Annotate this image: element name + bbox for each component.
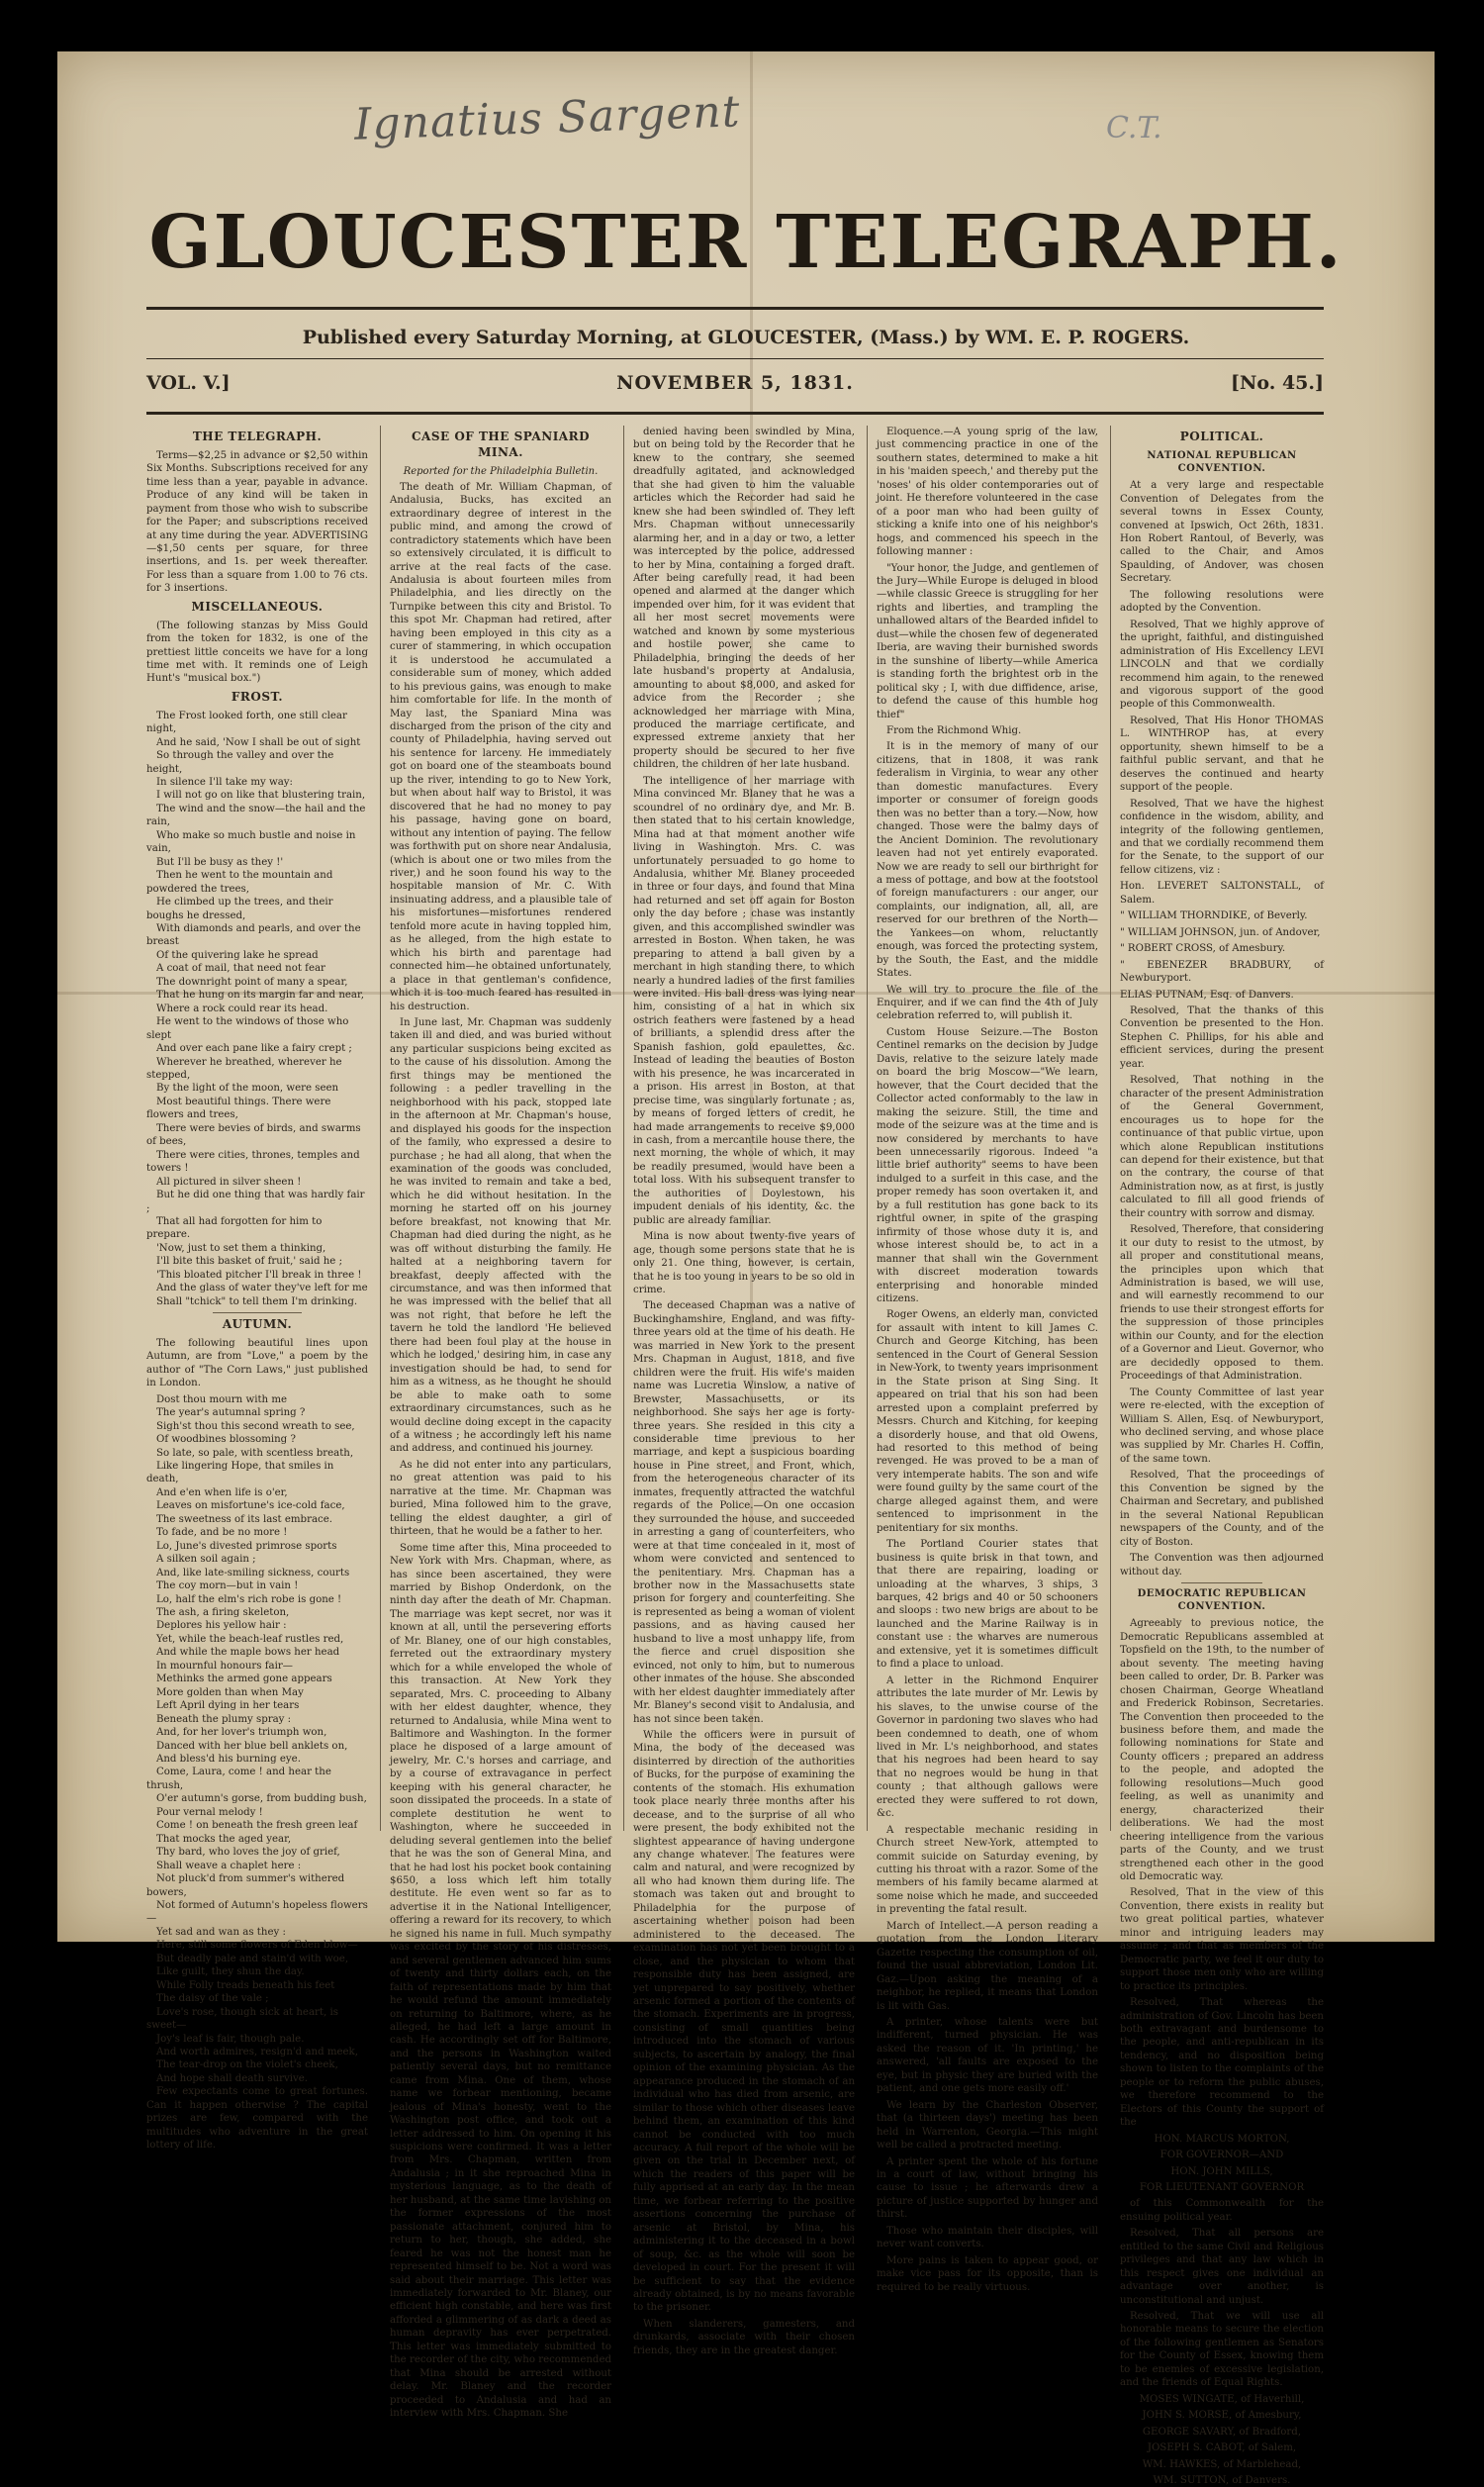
resolution-paragraph: The County Committee of last year were re-elected, with the exception of William S. Allen, Esq. of Newburyport, who declined serving, and whose place was supplied by Mr. Charles H. Coffin, of the same town.: [1120, 1387, 1324, 1465]
democratic-senate-nominees: [1120, 2393, 1324, 2487]
divider-rule: [213, 1312, 302, 1313]
column-1: [146, 426, 368, 2152]
resolution-paragraph: Resolved, That in the view of this Convention, there exists in reality but two great political parties, whatever minor and intriguing leaders may assume ; and that as members of the Democratic party, we feel it our duty to support those men only who are willing to practice its principles.: [1120, 1887, 1324, 1992]
poem-line: And, for her lover's triumph won,: [156, 1727, 327, 1739]
terms-text: Terms—$2,25 in advance or $2,50 within Six Months. Subscriptions received for any time less than a year, payable in advance. Produce of any kind will be taken in payment from those who wish to subscribe for the Paper; and subscriptions received at any time during the year. ADVERTISING—$1,50 cents per square, for three insertions, and 1s. per week thereafter. For less than a square from 1.00 to 76 cts. for 3 insertions.: [146, 449, 368, 595]
article-paragraph: When slanderers, gamesters, and drunkards, associate with their chosen friends, they are in the greatest danger.: [633, 2318, 855, 2356]
resolution-paragraph: of this Commonwealth for the ensuing political year.: [1120, 2198, 1324, 2223]
columns: [146, 426, 1324, 2487]
poem-line: 'This bloated pitcher I'll break in three !: [156, 1269, 362, 1281]
resolution-paragraph: Resolved, Therefore, that considering it our duty to resist to the utmost, by all proper and constitutional means, the principles upon which that Administration is based, we will use, and will earnestly recommend to our friends to use their strongest efforts for the suppression of those principles within our County, and for the election of a Governor and Lieut. Governor, who are decidedly opposed to them. Proceedings of that Administration.: [1120, 1224, 1324, 1383]
mina-heading: CASE OF THE SPANIARD MINA.: [412, 430, 590, 459]
poem-line: And he said, 'Now I shall be out of sight: [156, 736, 361, 748]
nominee-name: GEORGE SAVARY, of Bradford,: [1142, 2426, 1302, 2438]
poem-line: A coat of mail, that need not fear: [156, 963, 325, 975]
poem-line: So through the valley and over the height,: [146, 750, 334, 775]
resolution-paragraph: Resolved, That whereas the administration of Gov. Lincoln has been both extravagant and burdensome to the people, and anti-republican in its tendency, and no disposition being shown to listen to the complaints of the people or to reform the public abuses, we therefore recommend to the Electors of this County the support of the: [1120, 1997, 1324, 2129]
poem-line: Beneath the plumy spray :: [156, 1713, 292, 1725]
poem-line: To fade, and be no more !: [156, 1527, 288, 1539]
volume-label: VOL. V.]: [146, 372, 231, 394]
poem-line: Thy bard, who loves the joy of grief,: [156, 1847, 340, 1859]
poem-line: Pour vernal melody !: [156, 1806, 263, 1818]
nominee-name: " ROBERT CROSS, of Amesbury.: [1120, 943, 1286, 955]
poem-line: Yet sad and wan as they :: [156, 1926, 286, 1938]
resolution-paragraph: Resolved, That the proceedings of this Convention be signed by the Chairman and Secretary, and published in the several National Republican newspapers of the County, and of the city of Boston.: [1120, 1470, 1324, 1548]
resolution-paragraph: Resolved, That nothing in the character of the present Administration of the General Government, encourages us to hope for the continuance of that public virtue, upon which alone Republican institutions can depend for their existence, but that on the contrary, the course of that Administration now, as at first, is justly calculated to fill all good friends of their country with sorrow and dismay.: [1120, 1075, 1324, 1219]
poem-line: Here, still some flowers of Eden blow—: [156, 1940, 358, 1952]
issue-number: [No. 45.]: [1231, 372, 1324, 394]
miscellaneous-heading: MISCELLANEOUS.: [191, 599, 324, 614]
article-paragraph: denied having been swindled by Mina, but on being told by the Recorder that he knew to the contrary, she seemed dreadfully agitated, and acknowledged that she had given to him the valuable articles which the Recorder had said he knew she had been swindled of. They left Mrs. Chapman without unnecessarily alarming her, and in a day or two, a letter was intercepted by the police, addressed to her by Mina, containing a forged draft. After being carefully read, it had been opened and alarmed at the danger which impended over him, for it was evident that all her most secret movements were watched and known by some mysterious and hostile power, she came to Philadelphia, bringing the deeds of her late husband's property at Andalusia, amounting to about $8,000, and asked for advice from the Recorder ; she acknowledged her marriage with Mina, produced the marriage certificate, and expressed extreme anxiety that her property should be secured to her five children, the children of her late husband.: [633, 427, 855, 771]
poem-line: In silence I'll take my way:: [156, 777, 293, 788]
masthead-rule-top: [146, 307, 1324, 310]
poem-line: I will not go on like that blustering train,: [156, 790, 366, 802]
poem-line: Like guilt, they shun the day.: [156, 1966, 305, 1978]
poem-line: Sigh'st thou this second wreath to see,: [156, 1420, 355, 1432]
news-paragraph: A respectable mechanic residing in Church street New-York, attempted to commit suicide on Saturday evening, by cutting his throat with a razor. Some of the members of his family became alarmed at some noise which he made, and succeeded in preventing the fatal result.: [877, 1824, 1098, 1916]
poem-line: The Frost looked forth, one still clear night,: [146, 710, 347, 735]
masthead-rule-mid: [146, 358, 1324, 359]
poem-line: And the glass of water they've left for me: [156, 1283, 368, 1294]
column-2: [390, 426, 611, 2420]
nominee-name: HON. MARCUS MORTON,: [1154, 2133, 1290, 2145]
poem-line: More golden than when May: [156, 1686, 304, 1698]
nominee-name: JOSEPH S. CABOT, of Salem,: [1147, 2442, 1297, 2454]
news-paragraph: A printer, whose talents were but indifferent, turned physician. He was asked the reason of it. 'In printing,' he answered, 'all faults are exposed to the eye, but in physic they are buried with the patient, and one gets more easily off.': [877, 2017, 1098, 2095]
poem-line: The ash, a firing skeleton,: [156, 1607, 290, 1619]
resolution-paragraph: Agreeably to previous notice, the Democratic Republicans assembled at Topsfield on the 19th, to the number of about seventy. The meeting having been called to order, Dr. B. Parker was chosen Chairman, George Wheatland and Frederick Robinson, Secretaries. The Convention then proceeded to the business before them, and made the following nominations for State and County officers ; prepared an address to the people, and adopted the following resolutions—Much good feeling, as well as unanimity and energy, characterized their deliberations. We had the most cheering intelligence from the various parts of the County, and we trust strengthened each other in the good old Democratic way.: [1120, 1618, 1324, 1882]
poem-line: Deplores his yellow hair :: [156, 1620, 287, 1632]
poem-line: Come ! on beneath the fresh green leaf: [156, 1820, 358, 1832]
nominee-name: WM. SUTTON, of Danvers.: [1153, 2475, 1291, 2487]
poem-line: And bless'd his burning eye.: [156, 1754, 301, 1765]
article-paragraph: The intelligence of her marriage with Mina convinced Mr. Blaney that he was a scoundrel of no ordinary dye, and Mr. B. then stated that to his certain knowledge, Mina had at that moment another wife living in Washington. Mrs. C. was unfortunately persuaded to go home to Andalusia, whither Mr. Blaney proceeded in three or four days, and found that Mina had returned and set off again for Boston only the day before ; chase was instantly given, and this accomplished swindler was arrested in Boston. When taken, he was preparing to attend a ball given by a merchant in high standing there, to which nearly a hundred ladies of the first families were invited. His ball dress was lying near him, consisting of a hat in which six ostrich feathers were fastened by a head of brilliants, a splendid dress after the Spanish fashion, gold epaulettes, &c. Instead of leading the beauties of Boston with his presence, he was incarcerated in a prison. His arrest in Boston, at that precise time, was singularly fortunate ; as, by means of forged letters of credit, he had made arrangements to receive $9,000 in cash, from a mercantile house there, the next morning, the whole of which, it may be readily presumed, would have been a total loss. With his subsequent transfer to the authorities of Doylestown, his impudent denials of his identity, &c. the public are already familiar.: [633, 775, 855, 1226]
news-paragraph: It is in the memory of many of our citizens, that in 1808, it was rank federalism in Virginia, to wear any other than domestic manufactures. Every importer or consumer of foreign goods then was no better than a tory.—Now, how changed. Those were the balmy days of the Ancient Dominion. The revolutionary leaven had not yet entirely evaporated. Now we are ready to sell our birthright for a mess of pottage, and bow at the footstool of foreign manufacturers : our anger, our complaints, our indignation, all, all, are reserved for our brethren of the North—the Yankees—on whom, reluctantly enough, was forced the protecting system, by the South, the East, and the middle States.: [877, 741, 1098, 980]
dateline-rule: [146, 412, 1324, 415]
resolution-paragraph: At a very large and respectable Convention of Delegates from the several towns in Essex County, convened at Ipswich, Oct 26th, 1831. Hon Robert Rantoul, of Beverly, was called to the Chair, and Amos Spaulding, of Andover, was chosen Secretary.: [1120, 480, 1324, 585]
poem-line: Lo, June's divested primrose sports: [156, 1540, 337, 1552]
telegraph-heading: THE TELEGRAPH.: [192, 430, 323, 443]
resolution-paragraph: Resolved, That we highly approve of the upright, faithful, and distinguished administration of His Excellency LEVI LINCOLN and that we cordially recommend him again, to the renewed and vigorous support of the good people of this Commonwealth.: [1120, 619, 1324, 711]
dateline: [146, 372, 1324, 412]
column-3: [633, 426, 855, 2356]
nominee-name: JOHN S. MORSE, of Amesbury,: [1142, 2410, 1302, 2422]
political-heading: POLITICAL.: [1179, 430, 1264, 443]
resolution-paragraph: Resolved, That all persons are entitled to the same Civil and Religious privileges and that any law which in this respect gives one individual an advantage over another, is unconstitutional and unjust.: [1120, 2228, 1324, 2306]
column-divider: [867, 426, 868, 1831]
article-paragraph: The deceased Chapman was a native of Buckinghamshire, England, and was fifty-three years old at the time of his death. He was married in New York to the present Mrs. Chapman in August, 1818, and five children were the fruit. His wife's maiden name was Lucretia Winslow, a native of Brewster, Massachusetts, or its neighborhood. She says her age is forty-three years. She resided in this city a considerable time previous to her marriage, and kept a suspicious boarding house in Pine street, and Front, which, from the heterogeneous character of its inmates, frequently attracted the watchful regards of the Police.—On one occasion they surrounded the house, and succeeded in arresting a gang of counterfeiters, who were at that time concealed in it, most of whom were convicted and sentenced to the penitentiary. Mrs. Chapman has a brother now in the Massachusetts state prison for forgery and counterfeiting. She is represented as being a woman of violent passions, and as having caused her husband to live a most unhappy life, from the fierce and cruel disposition she evinced, not only to him, but to numerous other inmates of the house. She absconded with her eldest daughter immediately after Mr. Blaney's second visit to Andalusia, and has not since been taken.: [633, 1300, 855, 1725]
nominee-name: ELIAS PUTNAM, Esq. of Danvers.: [1120, 989, 1294, 1001]
poem-line: That he hung on its margin far and near,: [156, 990, 364, 1002]
poem-line: So late, so pale, with scentless breath,: [156, 1447, 354, 1459]
resolution-paragraph: The following resolutions were adopted by the Convention.: [1120, 589, 1324, 615]
poem-line: Not formed of Autumn's hopeless flowers—: [146, 1899, 368, 1925]
poem-line: And hope shall death survive.: [156, 2072, 308, 2084]
news-paragraph: March of Intellect.—A person reading a quotation from the London Literary Gazette respecting the consumption of oil, found the usual abbreviation, London Lit. Gaz.—Upon asking the meaning of a neighbor, he replied, it means that London is lit with Gas.: [877, 1920, 1098, 2012]
poem-line: Shall weave a chaplet here :: [156, 1860, 302, 1871]
poem-line: The coy morn—but in vain !: [156, 1580, 299, 1592]
news-paragraph: Eloquence.—A young sprig of the law, just commencing practice in one of the southern states, determined to make a hit in his 'maiden speech,' and thereby put the 'noses' of his older contemporaries out of joint. He therefore volunteered in the case of a poor man who had been guilty of sticking a knife into one of his neighbor's hogs, and commenced his speech in the following manner :: [877, 427, 1098, 558]
nominee-name: Hon. LEVERET SALTONSTALL, of Salem.: [1120, 881, 1324, 906]
poem-line: He climbed up the trees, and their boughs he dressed,: [146, 897, 333, 921]
resolution-paragraph: Resolved, That His Honor THOMAS L. WINTHROP has, at every opportunity, shewn himself to be a faithful public servant, and that he deserves the continued and hearty support of the people.: [1120, 715, 1324, 794]
publication-line: Published every Saturday Morning, at GLOUCESTER, (Mass.) by WM. E. P. ROGERS.: [302, 327, 1190, 348]
poem-line: The year's autumnal spring ?: [156, 1407, 306, 1419]
poem-line: Methinks the armed gone appears: [156, 1674, 332, 1685]
poem-intro: (The following stanzas by Miss Gould from the token for 1832, is one of the prettiest little conceits we have for a long time met with. It reminds one of Leigh Hunt's "musical box."): [146, 620, 368, 685]
poem-line: Most beautiful things. There were flowers and trees,: [146, 1096, 331, 1121]
poem-line: A silken soil again ;: [156, 1554, 256, 1566]
poem-line: There were bevies of birds, and swarms of bees,: [146, 1122, 361, 1148]
autumn-poem: [146, 1393, 368, 2086]
democratic-resolutions: [1120, 1617, 1324, 2129]
news-paragraph: We will try to procure the file of the Enquirer, and if we can find the 4th of July celebration referred to, will publish it.: [877, 984, 1098, 1022]
poem-line: O'er autumn's gorse, from budding bush,: [156, 1793, 367, 1805]
mina-article: [390, 481, 611, 2421]
news-paragraph: More pains is taken to appear good, or make vice pass for its opposite, than is required to be really virtuous.: [877, 2254, 1098, 2293]
poem-line: Danced with her blue bell anklets on,: [156, 1740, 348, 1752]
poem-line: Where a rock could rear its head.: [156, 1003, 328, 1014]
poem-line: But deadly pale and stain'd with woe,: [156, 1953, 349, 1964]
autumn-title: AUTUMN.: [222, 1317, 293, 1332]
poem-line: Then he went to the mountain and powdered the trees,: [146, 870, 333, 895]
closing-paragraph: Few expectants come to great fortunes. Can it happen otherwise ? The capital prizes are few, compared with the multitudes who adventure in the great lottery of life.: [146, 2086, 368, 2152]
resolution-paragraph: The Convention was then adjourned without day.: [1120, 1553, 1324, 1578]
nominee-name: FOR GOVERNOR—AND: [1159, 2150, 1284, 2161]
poem-line: Dost thou mourn with me: [156, 1393, 288, 1405]
poem-line: Of woodbines blossoming ?: [156, 1434, 296, 1446]
poem-line: That mocks the aged year,: [156, 1833, 292, 1845]
nominee-name: FOR LIEUTENANT GOVERNOR: [1139, 2181, 1305, 2193]
poem-line: Left April dying in her tears: [156, 1700, 300, 1712]
poem-line: And worth admires, resign'd and meek,: [156, 2046, 358, 2057]
handwritten-signature: Ignatius Sargent: [353, 86, 742, 150]
poem-line: And over each pane like a fairy crept ;: [156, 1043, 352, 1055]
poem-line: Shall "tchick" to tell them I'm drinking.: [156, 1295, 358, 1307]
nominee-name: MOSES WINGATE, of Haverhill,: [1139, 2393, 1305, 2405]
poem-line: That all had forgotten for him to prepare.: [146, 1215, 323, 1241]
column-4: [877, 426, 1098, 2293]
poem-line: 'Now, just to set them a thinking,: [156, 1242, 326, 1254]
issue-date: NOVEMBER 5, 1831.: [616, 372, 854, 394]
article-paragraph: In June last, Mr. Chapman was suddenly taken ill and died, and was buried without any particular suspicions being excited as to the cause of his dissolution. Among the first things may be mentioned the following : a pedler travelling in the neighborhood with his pack, stopped late in the afternoon at Mr. Chapman's house, and displayed his goods for the inspection of the family, who expressed a desire to purchase ; he had all along, that when the examination of the goods was concluded, he was invited to remain and take a bed, which he did without hesitation. In the morning he started off on his journey before breakfast, not knowing that Mr. Chapman had died during the night, as he was off without disturbing the family. He halted at a neighboring tavern for breakfast, deeply affected with the circumstance, and was then informed that he was impressed with the belief that all was not right, that before he left the tavern he told the landlord 'He believed there had been foul play at the house in which he lodged,' desiring him, in case any investigation should be had, to send for him as a witness, as he thought he should be able to make oath to some extraordinary circumstances, such as he would decline doing except in the capacity of a witness ; he accordingly left his name and address, and continued his journey.: [390, 1016, 611, 1455]
poem-line: With diamonds and pearls, and over the breast: [146, 922, 361, 948]
poem-line: All pictured in silver sheen !: [156, 1176, 302, 1188]
senate-nominees: [1120, 880, 1324, 1002]
poem-line: While Folly treads beneath his feet: [156, 1979, 335, 1991]
divider-rule: [1181, 1582, 1262, 1583]
column-5: [1120, 426, 1324, 2487]
nominee-name: WM. HAWKES, of Marblehead,: [1142, 2458, 1302, 2470]
column-divider: [1110, 426, 1111, 1831]
poem-line: Of the quivering lake he spread: [156, 949, 319, 961]
article-paragraph: Some time after this, Mina proceeded to New York with Mrs. Chapman, where, as has since been ascertained, they were married by Bishop Onderdonk, on the ninth day after the death of Mr. Chapman. The marriage was kept secret, nor was it known at all, until the persevering efforts of Mr. Blaney, one of our high constables, ferreted out the extraordinary mystery which for a while enveloped the whole of this transaction. At New York they separated, Mrs. C. proceeding to Albany with her eldest daughter, whence, they returned to Andalusia, while Mina went to Baltimore and Washington. In the former place he disposed of a large amount of jewelry, Mr. C.'s horses and carriage, and by a course of extravagance in perfect keeping with his general character, he soon dissipated the proceeds. In a state of complete destitution he went to Washington, where he succeeded in deluding several gentlemen into the belief that he was the son of General Mina, and that he had lost his pocket book containing $650, a loss which left him totally destitute. He even went so far as to advertise it in the National Intelligencer, offering a reward for its recovery, to which he signed his name in full. Much sympathy was excited by the story of his distresses, and several gentlemen advanced him sums of twenty and thirty dollars each, on the faith of representations made by him that he would refund the amount immediately on returning to Baltimore, where, as he alleged, he had left a large amount in cash. He accordingly set off for Baltimore, and the persons in Washington waited patiently several days, but no remittance came from Mina. One of them, whose name we forbear mentioning, became jealous of Mina's honesty, went to the Washington post office, and took out a letter addressed to him. On opening it his suspicions were confirmed. It was a letter from Mrs. Chapman, written from Andalusia ; in it she reproached Mina in mysterious language, as to the death of her husband, at the same time lavishing on the former expressions of the most passionate attachment, conjured him to return to her, though, she added, she feared he was not the honest man he represented himself to be. Not a word was said about their marriage. This letter was immediately forwarded to Mr. Blaney, our efficient high constable, and here was first afforded a glimmering of as dark a deed as human depravity has ever perpetrated. This letter was immediately submitted to the recorder of the city, who recommended that Mina should be arrested without delay. Mr. Blaney and the recorder proceeded to Andalusia and had an interview with Mrs. Chapman. She: [390, 1542, 611, 2420]
news-paragraph: "Your honor, the Judge, and gentlemen of the Jury—While Europe is deluged in blood—while classic Greece is struggling for her rights and liberties, and trampling the unhallowed altars of the Bearded infidel to dust—while the chosen few of degenerated Iberia, are waving their burnished swords in the sunshine of liberty—while America is standing forth the brightest orb in the political sky ; I, with due diffidence, arise, to defend the cause of this humble hog thief": [877, 562, 1098, 720]
column-divider: [380, 426, 381, 1831]
nominee-name: HON. JOHN MILLS,: [1170, 2165, 1273, 2177]
poem-line: Leaves on misfortune's ice-cold face,: [156, 1500, 345, 1512]
poem-line: Come, Laura, come ! and hear the thrush,: [146, 1767, 331, 1791]
poem-line: The daisy of the vale ;: [156, 1993, 269, 2005]
poem-line: And e'en when life is o'er,: [156, 1486, 288, 1498]
poem-line: Not pluck'd from summer's withered bowers,: [146, 1873, 345, 1898]
nominee-name: " WILLIAM JOHNSON, jun. of Andover,: [1120, 926, 1321, 938]
mina-article-continued: [633, 426, 855, 2357]
nominee-name: " WILLIAM THORNDIKE, of Beverly.: [1120, 910, 1308, 922]
news-paragraph: From the Richmond Whig.: [886, 724, 1022, 736]
masthead: GLOUCESTER TELEGRAPH.: [148, 200, 1344, 285]
poem-line: Who make so much bustle and noise in vain,: [146, 829, 356, 855]
article-paragraph: As he did not enter into any particulars, no great attention was paid to his narrative at the time. Mr. Chapman was buried, Mina followed him to the grave, telling the eldest daughter, a girl of thirteen, that he would be a father to her.: [390, 1459, 611, 1538]
corner-pencil-mark: C.T.: [1106, 111, 1162, 145]
poem-line: He went to the windows of those who slept: [146, 1016, 349, 1041]
poem-line: By the light of the moon, were seen: [156, 1083, 339, 1095]
frost-title: FROST.: [231, 689, 284, 704]
convention-resolutions: [1120, 479, 1324, 877]
poem-line: And while the maple bows her head: [156, 1647, 340, 1659]
poem-line: The downright point of many a spear,: [156, 976, 348, 988]
news-paragraph: Those who maintain their disciples, will never want converts.: [877, 2225, 1098, 2250]
poem-line: Like lingering Hope, that smiles in death,: [146, 1461, 334, 1485]
article-paragraph: While the officers were in pursuit of Mina, the body of the deceased was disinterred by direction of the authorities of Bucks, for the purpose of examining the contents of the stomach. His exhumation took place nearly three months after his decease, and to the surprise of all who were present, the body exhibited not the slightest appearance of having undergone any change whatever. The features were calm and natural, and were recognized by all who had known them during life. The stomach was taken out and brought to Philadelphia for the purpose of ascertaining whether poison had been administered to the deceased. The examination has not yet been brought to a close, and the physician to whom that responsible duty has been assigned, are yet unprepared to say positively, whether arsenic formed a portion of the contents of the stomach. Experiments are in progress, consisting of small quantities being introduced into the stomach of various subjects, to ascertain by analogy, the final opinion of the examining physician. As the appearance produced in the stomach of an individual who has died from arsenic, are similar to those which other diseases leave behind them, an examination of this kind cannot be conducted with too much accuracy. A full report of the whole will be given on the trial in December next, of which the readers of this paper will be fully apprised at an early day. In the mean time, we forbear referring to the positive assertions concerning the purchase of arsenic at Bristol, by Mina, his administering it to the deceased in a bowl of soup, &c. as the whole will soon be developed in court. For the present it will be sufficient to say that the evidence already obtained, is by no means favorable to the prisoner.: [633, 1729, 855, 2314]
autumn-intro: The following beautiful lines upon Autumn, are from "Love," a poem by the author of "The Corn Laws," just published in London.: [146, 1337, 368, 1389]
national-convention-heading: NATIONAL REPUBLICAN CONVENTION.: [1147, 449, 1297, 475]
news-paragraph: Roger Owens, an elderly man, convicted for assault with intent to kill James C. Church and George Kitching, has been sentenced in the Court of General Session in New-York, to twenty years imprisonment in the State prison at Sing Sing. It appeared on trial that his son had been arrested upon a complaint preferred by Messrs. Church and Kitching, for keeping a disorderly house, and that old Owens, had resorted to this method of being revenged. He was proved to be a man of very intemperate habits. The son and wife were found guilty by the same court of the charge alleged against them, and were sentenced to imprisonment in the penitentiary for six months.: [877, 1309, 1098, 1534]
poem-line: Wherever he breathed, wherever he stepped,: [146, 1056, 342, 1081]
article-paragraph: Mina is now about twenty-five years of age, though some persons state that he is only 21. One thing, however, is certain, that he is too young in years to be so old in crime.: [633, 1231, 855, 1295]
democratic-convention-heading: DEMOCRATIC REPUBLICAN CONVENTION.: [1137, 1588, 1307, 1613]
poem-line: The tear-drop on the violet's cheek,: [156, 2059, 338, 2071]
news-items: [877, 426, 1098, 2294]
convention-resolutions-continued: [1120, 1004, 1324, 1578]
resolution-paragraph: Resolved, That the thanks of this Convention be presented to the Hon. Stephen C. Phillips, for his able and efficient services, during the present year.: [1120, 1004, 1324, 1070]
resolution-paragraph: Resolved, That we will use all honorable means to secure the election of the following gentlemen as Senators for the County of Essex, knowing them to be enemies of excessive legislation, and the friends of Equal Rights.: [1120, 2311, 1324, 2389]
newspaper-page: [57, 51, 1435, 2487]
poem-line: In mournful honours fair—: [156, 1660, 293, 1672]
news-paragraph: A letter in the Richmond Enquirer attributes the late murder of Mr. Lewis by his slaves, to the unwise course of the Governor in pardoning two slaves who had been condemned to death, one of whom lived in Mr. L's neighborhood, and states that his negroes had been heard to say that no negroes would be hung in that county ; that although gallows were erected they were suffered to rot down, &c.: [877, 1674, 1098, 1820]
poem-line: There were cities, thrones, temples and towers !: [146, 1149, 360, 1175]
poem-line: I'll bite this basket of fruit,' said he ;: [156, 1256, 343, 1268]
column-divider: [623, 426, 624, 1831]
news-paragraph: The Portland Courier states that business is quite brisk in that town, and that there are repairing, loading or unloading at the wharves, 3 ships, 3 barques, 42 brigs and 40 or 50 schooners and sloops : two new brigs are about to be launched and the Marine Railway is in constant use : the wharves are numerous and extensive, yet it is sometimes difficult to find a place to unload.: [877, 1539, 1098, 1671]
poem-line: But he did one thing that was hardly fair ;: [146, 1190, 365, 1214]
governor-nominees: [1120, 2133, 1324, 2195]
news-paragraph: We learn by the Charleston Observer, that (a thirteen days') meeting has been held in Warrenton, Georgia.—This might well be called a protracted meeting.: [877, 2099, 1098, 2152]
poem-line: Joy's leaf is fair, though pale.: [156, 2033, 305, 2045]
poem-line: The sweetness of its last embrace.: [156, 1513, 332, 1525]
poem-line: Love's rose, though sick at heart, is sweet—: [146, 2006, 338, 2032]
poem-line: The wind and the snow—the hail and the rain,: [146, 803, 366, 828]
poem-line: Yet, while the beach-leaf rustles red,: [156, 1633, 344, 1645]
poem-line: Lo, half the elm's rich robe is gone !: [156, 1593, 342, 1605]
resolution-paragraph: Resolved, That we have the highest confidence in the wisdom, ability, and integrity of the following gentlemen, and that we cordially recommend them for the Senate, to the support of our fellow citizens, viz :: [1120, 798, 1324, 876]
nominee-name: " EBENEZER BRADBURY, of Newburyport.: [1120, 959, 1324, 985]
news-paragraph: A printer spent the whole of his fortune in a court of law, without bringing his cause to issue ; he afterwards drew a picture of justice supported by hunger and thirst.: [877, 2155, 1098, 2221]
article-paragraph: The death of Mr. William Chapman, of Andalusia, Bucks, has excited an extraordinary degree of interest in the public mind, and among the crowd of contradictory statements which have been so extensively circulated, it is difficult to arrive at the real facts of the case. Andalusia is about fourteen miles from Philadelphia, and lies directly on the Turnpike between this city and Bristol. To this spot Mr. Chapman had retired, after having been employed in this city as a curer of stammering, in which occupation it is understood he accumulated a considerable sum of money, which added to his previous gains, was enough to make him comfortable for life. In the month of May last, the Spaniard Mina was discharged from the prison of the city and county of Philadelphia, having served out his sentence for larceny. He immediately got on board one of the steamboats bound up the river, intending to go to New York, but when about half way to Bristol, it was discovered that he had no money to pay his passage, having gone on board, without any intention of paying. The fellow was forthwith put on shore near Andalusia, (which is about one or two miles from the river,) and he soon found his way to the hospitable mansion of Mr. C. With insinuating address, and a plausible tale of his misfortunes—misfortunes rendered tenfold more acute in having toppled him, as he alleged, from the high estate to which his birth and parentage had connected him—he obtained unfortunately, a place in that gentleman's confidence, which it is too much feared has resulted in his destruction.: [390, 481, 611, 1012]
news-paragraph: Custom House Seizure.—The Boston Centinel remarks on the decision by Judge Davis, relative to the seizure lately made on board the brig Moscow—"We learn, however, that the Court decided that the Collector acted conformably to the law in making the seizure. Still, the time and mode of the seizure was at the time and is now considered by merchants to have been unnecessarily rigorous. Indeed "a little brief authority" seems to have been indulged to a surfeit in this case, and the proper remedy has soon overtaken it, and by a full restitution has gone back to its rightful owner, in spite of the grasping infirmity of those whose duty it is, and whose interest should be, to act in a manner that shall win the Government with discreet moderation towards enterprising and honorable minded citizens.: [877, 1026, 1098, 1304]
poem-line: And, like late-smiling sickness, courts: [156, 1567, 350, 1578]
frost-poem: [146, 710, 368, 1308]
mina-subheading: Reported for the Philadelphia Bulletin.: [403, 465, 599, 477]
democratic-resolutions-continued: [1120, 2197, 1324, 2389]
poem-line: But I'll be busy as they !': [156, 856, 284, 868]
